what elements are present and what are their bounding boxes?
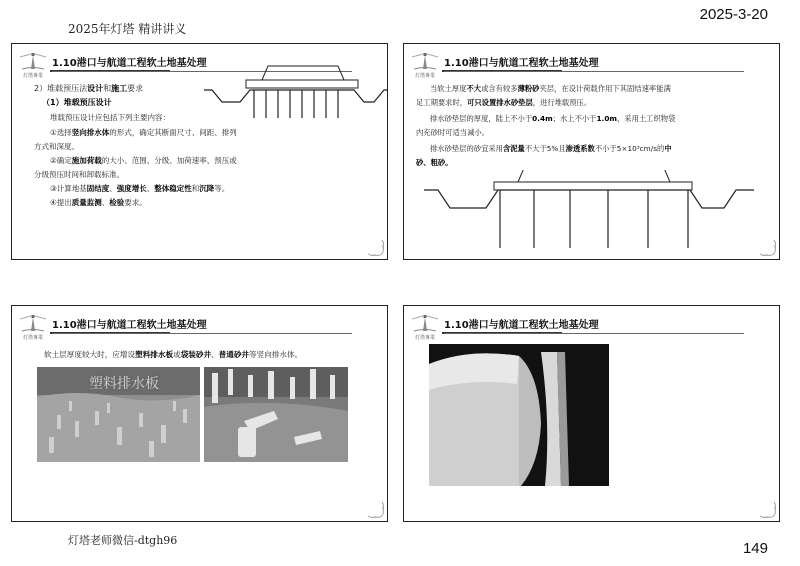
lighthouse-icon bbox=[18, 49, 48, 71]
intro-line: 堆载预压设计应包括下列主要内容： bbox=[50, 113, 170, 122]
drain-intro: 软土层厚度较大时，应增设塑料排水板或袋装砂井、普通砂井等竖向排水体。 bbox=[44, 350, 303, 359]
title-rule bbox=[444, 333, 744, 334]
subsection-heading: （1）堆载预压设计 bbox=[42, 98, 112, 107]
logo-text: 灯塔專業 bbox=[22, 335, 43, 341]
handout-header-title: 2025年灯塔 精讲讲义 bbox=[68, 22, 187, 36]
lighthouse-icon bbox=[18, 311, 48, 333]
scroll-decoration-icon bbox=[756, 498, 776, 518]
title-rule bbox=[52, 333, 352, 334]
lighthouse-logo bbox=[18, 49, 48, 81]
para-3-cont: 砂、粗砂。 bbox=[416, 158, 453, 167]
slide-4 bbox=[403, 305, 780, 522]
slide-title: 1.10港口与航道工程软土地基处理 bbox=[52, 58, 207, 69]
lighthouse-icon bbox=[410, 49, 440, 71]
para-3: 排水砂垫层的砂宜采用含泥量不大于5%且渗透系数不小于5×10³cm/s的中 bbox=[430, 144, 672, 153]
photo-label: 塑料排水板 bbox=[89, 376, 159, 392]
page-number: 149 bbox=[742, 540, 768, 557]
lighthouse-logo bbox=[18, 311, 48, 343]
slide-1 bbox=[11, 43, 388, 260]
para-2-cont: 内充砂时可适当减小。 bbox=[416, 128, 489, 137]
logo-text: 灯塔專業 bbox=[414, 73, 435, 79]
item-2: ②确定施加荷载的大小、范围、分级、加荷速率、预压或 bbox=[50, 156, 237, 165]
logo-text: 灯塔專業 bbox=[22, 73, 43, 79]
item-3: ③计算地基固结度、强度增长、整体稳定性和沉降等。 bbox=[50, 184, 230, 193]
item-4: ④提出质量监测、检验要求。 bbox=[50, 198, 147, 207]
lighthouse-logo bbox=[410, 49, 440, 81]
logo-text: 灯塔專業 bbox=[414, 335, 435, 341]
item-1-cont: 方式和深度。 bbox=[34, 142, 79, 151]
slide-2 bbox=[403, 43, 780, 260]
handout-date: 2025-3-20 bbox=[699, 6, 768, 23]
item-2-cont: 分级预压时间和卸载标准。 bbox=[34, 170, 124, 179]
slide-title: 1.10港口与航道工程软土地基处理 bbox=[444, 58, 599, 69]
scroll-decoration-icon bbox=[756, 236, 776, 256]
scroll-decoration-icon bbox=[364, 498, 384, 518]
slide-title: 1.10港口与航道工程软土地基处理 bbox=[52, 320, 207, 331]
sand-cushion-diagram bbox=[424, 170, 754, 248]
lighthouse-logo bbox=[410, 311, 440, 343]
para-1-cont: 足工期要求时，可只设置排水砂垫层，进行堆载预压。 bbox=[416, 98, 592, 107]
para-1: 当软土厚度不大或含有较多薄粉砂夹层，在设计荷载作用下其固结速率能满 bbox=[430, 84, 671, 93]
scroll-decoration-icon bbox=[364, 236, 384, 256]
plastic-drain-photo bbox=[37, 367, 200, 462]
lighthouse-icon bbox=[410, 311, 440, 333]
slide-title: 1.10港口与航道工程软土地基处理 bbox=[444, 320, 599, 331]
drain-board-closeup-photo bbox=[429, 344, 609, 486]
preload-diagram bbox=[204, 56, 388, 118]
sand-well-photo bbox=[204, 367, 348, 462]
section-heading: 2）堆载预压法设计和施工要求 bbox=[34, 84, 144, 93]
item-1: ①选择竖向排水体的形式，确定其断面尺寸、间距、排列 bbox=[50, 128, 237, 137]
title-rule bbox=[444, 71, 744, 72]
slide-3 bbox=[11, 305, 388, 522]
footer-wechat-contact: 灯塔老师微信-dtgh96 bbox=[68, 534, 178, 547]
para-2: 排水砂垫层的厚度，陆上不小于0.4m；水上不小于1.0m，采用土工织物袋 bbox=[430, 114, 676, 123]
